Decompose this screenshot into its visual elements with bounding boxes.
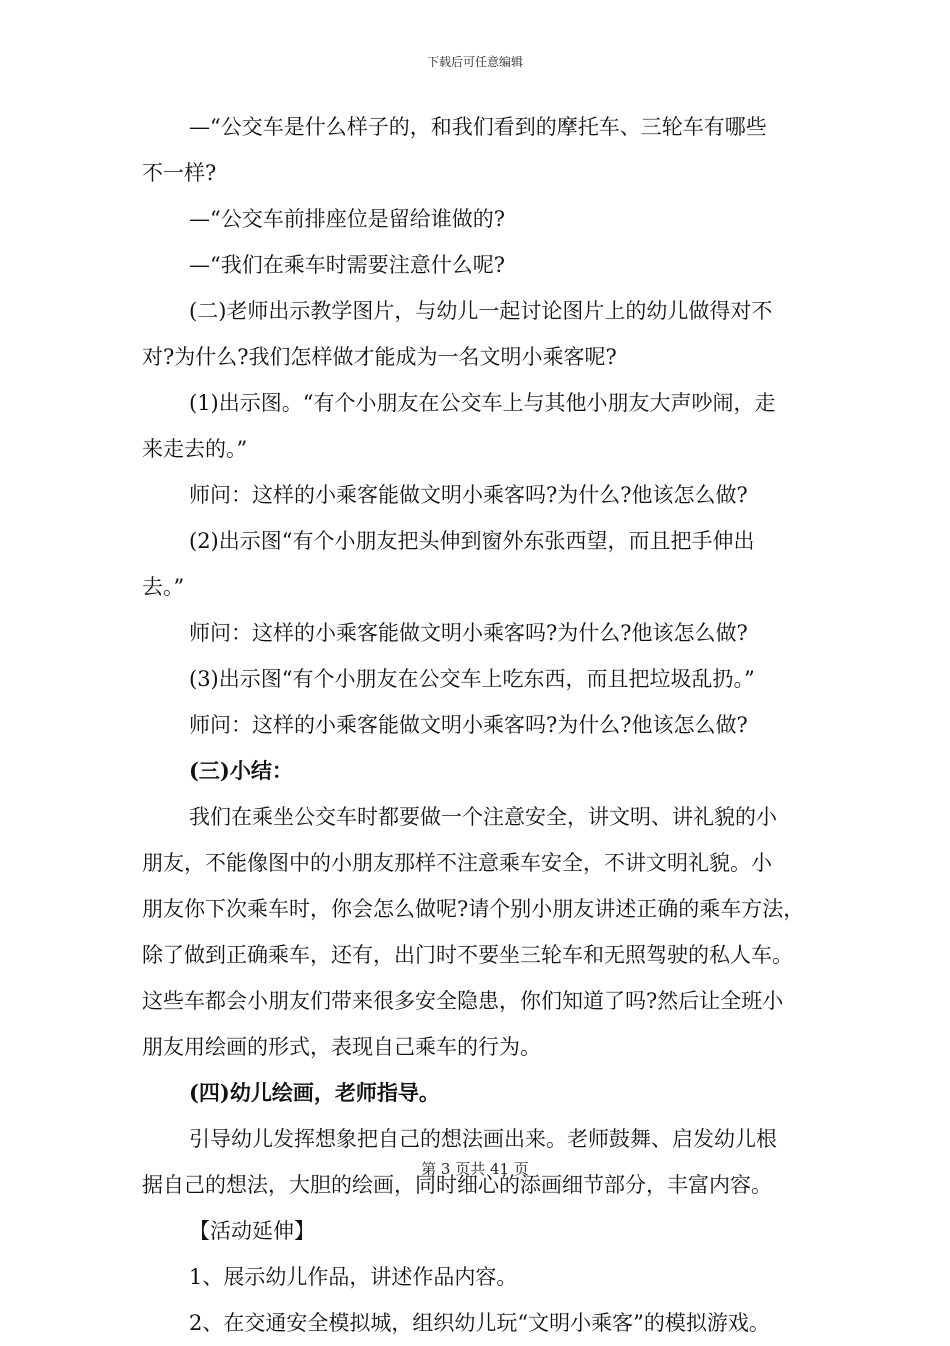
text-line: 除了做到正确乘车，还有，出门时不要坐三轮车和无照驾驶的私人车。	[142, 943, 793, 967]
text-line: 朋友用绘画的形式，表现自己乘车的行为。	[142, 1035, 541, 1059]
text-line: 【活动延伸】	[189, 1219, 315, 1243]
text-line: —“公交车前排座位是留给谁做的?	[189, 207, 505, 231]
text-line: (3)出示图“有个小朋友在公交车上吃东西，而且把垃圾乱扔。”	[189, 667, 755, 691]
text-line: —“我们在乘车时需要注意什么呢?	[189, 253, 505, 277]
text-line: (二)老师出示教学图片，与幼儿一起讨论图片上的幼儿做得对不	[189, 299, 773, 323]
text-line: 来走去的。”	[142, 437, 248, 461]
header-note: 下载后可任意编辑	[426, 55, 523, 69]
text-line: 师问：这样的小乘客能做文明小乘客吗?为什么?他该怎么做?	[189, 483, 748, 507]
text-line: 师问：这样的小乘客能做文明小乘客吗?为什么?他该怎么做?	[189, 621, 748, 645]
text-line: —“公交车是什么样子的，和我们看到的摩托车、三轮车有哪些	[189, 115, 767, 139]
section-heading-line: (四)幼儿绘画，老师指导。	[189, 1080, 440, 1105]
text-line: (1)出示图。“有个小朋友在公交车上与其他小朋友大声吵闹，走	[189, 391, 776, 415]
page-footer: 第 3 页共 41 页	[421, 1160, 529, 1178]
text-line: 引导幼儿发挥想象把自己的想法画出来。老师鼓舞、启发幼儿根	[189, 1127, 777, 1151]
text-line: 我们在乘坐公交车时都要做一个注意安全，讲文明、讲礼貌的小	[189, 805, 777, 829]
text-line: 这些车都会小朋友们带来很多安全隐患，你们知道了吗?然后让全班小	[142, 989, 784, 1013]
text-line: 对?为什么?我们怎样做才能成为一名文明小乘客呢?	[142, 345, 617, 369]
section-heading-line: (三)小结：	[189, 758, 293, 783]
text-line: (2)出示图“有个小朋友把头伸到窗外东张西望，而且把手伸出	[189, 529, 755, 553]
text-line: 去。”	[142, 575, 185, 599]
text-line: 朋友，不能像图中的小朋友那样不注意乘车安全，不讲文明礼貌。小	[142, 851, 772, 875]
text-line: 据自己的想法，大胆的绘画，同时细心的添画细节部分，丰富内容。	[142, 1173, 772, 1197]
text-line: 2、在交通安全模拟城，组织幼儿玩“文明小乘客”的模拟游戏。	[189, 1311, 770, 1335]
text-line: 不一样?	[142, 161, 217, 185]
text-line: 师问：这样的小乘客能做文明小乘客吗?为什么?他该怎么做?	[189, 713, 748, 737]
text-line: 朋友你下次乘车时，你会怎么做呢?请个别小朋友讲述正确的乘车方法，	[142, 897, 805, 921]
text-line: 1、展示幼儿作品，讲述作品内容。	[189, 1265, 518, 1289]
